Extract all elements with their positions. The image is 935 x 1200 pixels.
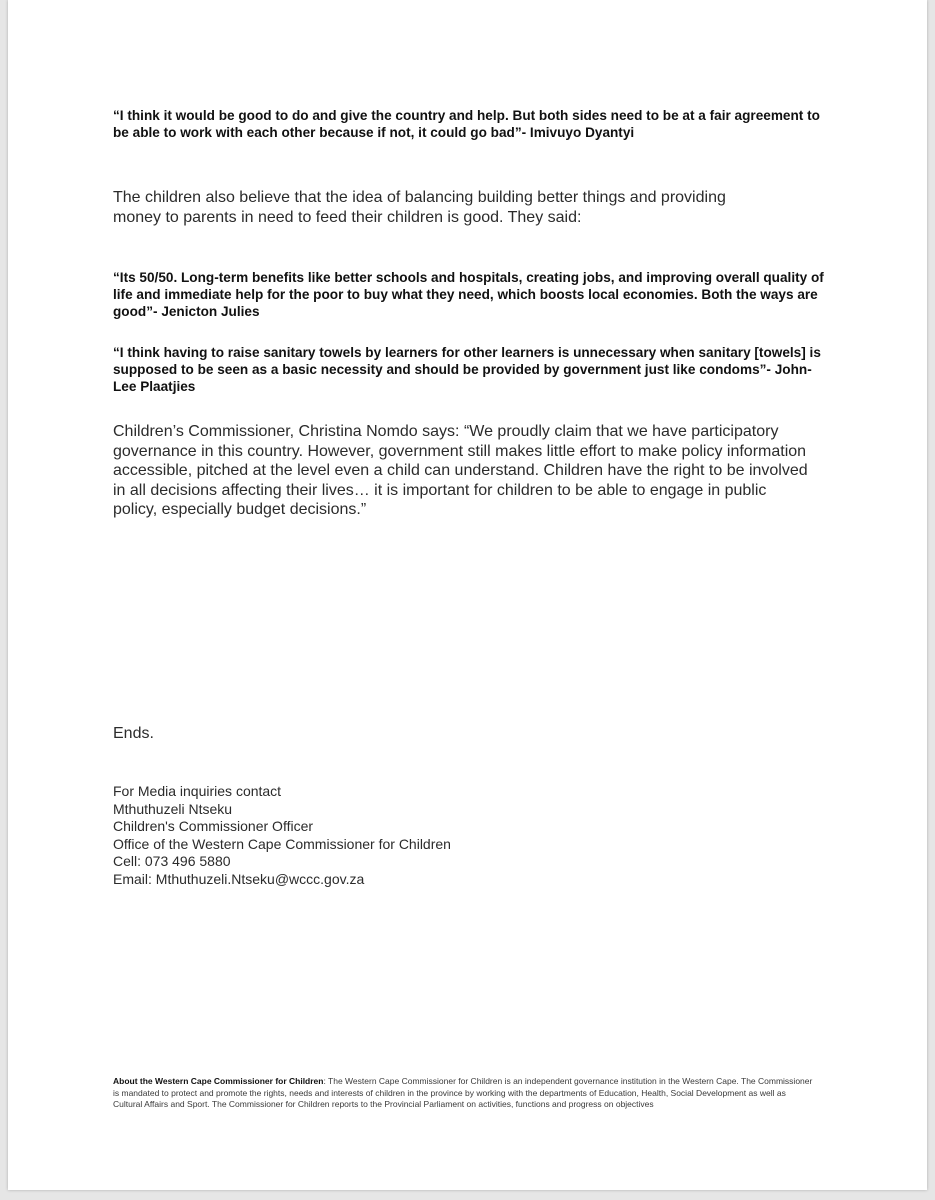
quote-jenicton-julies: “Its 50/50. Long-term benefits like better schools and hospitals, creating jobs, and improving overall quality of life and immediate help for the poor to buy what they need, which boosts local economies. Both the ways are good”- Jenicton Julies xyxy=(113,270,824,319)
contact-role: Children's Commissioner Officer xyxy=(113,818,314,834)
contact-cell: Cell: 073 496 5880 xyxy=(113,853,231,869)
quote-imivuyo-dyantyi: “I think it would be good to do and give the country and help. But both sides need to be at a fair agreement to be able to work with each other because if not, it could go bad”- Imivuyo Dyantyi xyxy=(113,108,820,140)
footer-about xyxy=(113,1076,813,1111)
contact-name: Mthuthuzeli Ntseku xyxy=(113,800,233,817)
footer-text: : The Western Cape Commissioner for Children is an independent governance institution in the Western Cape. The Commissioner is mandated to protect and promote the rights, needs and interests of children in the province by working with the departments of Education, Health, Social Development as well as Cultural Affairs and Sport. The Commissioner for Children reports to the Provincial Parliament on activities, functions and progress on objectives xyxy=(113,1076,813,1109)
contact-email: Email: Mthuthuzeli.Ntseku@wccc.gov.za xyxy=(113,870,365,887)
footer-label: About the Western Cape Commissioner for Children xyxy=(113,1076,324,1086)
paragraph-balancing: The children also believe that the idea of balancing building better things and providing money to parents in need to feed their children is good. They said: xyxy=(113,189,726,226)
media-contact xyxy=(113,783,451,888)
contact-heading: For Media inquiries contact xyxy=(113,783,282,799)
quote-john-lee-plaatjies: “I think having to raise sanitary towels by learners for other learners is unnecessary when sanitary [towels] is supposed to be seen as a basic necessity and should be provided by government just like condoms”- John-Lee Plaatjies xyxy=(113,345,821,394)
document-page xyxy=(8,0,927,1190)
commissioner-statement: Children’s Commissioner, Christina Nomdo says: “We proudly claim that we have participatory governance in this country. However, government still makes little effort to make policy information accessible, pitched at the level even a child can understand. Children have the right to be involved in all decisions affecting their lives… it is important for children to be able to engage in public policy, especially budget decisions.” xyxy=(113,423,808,518)
ends-marker: Ends. xyxy=(113,725,154,742)
contact-office: Office of the Western Cape Commissioner for Children xyxy=(113,835,451,852)
